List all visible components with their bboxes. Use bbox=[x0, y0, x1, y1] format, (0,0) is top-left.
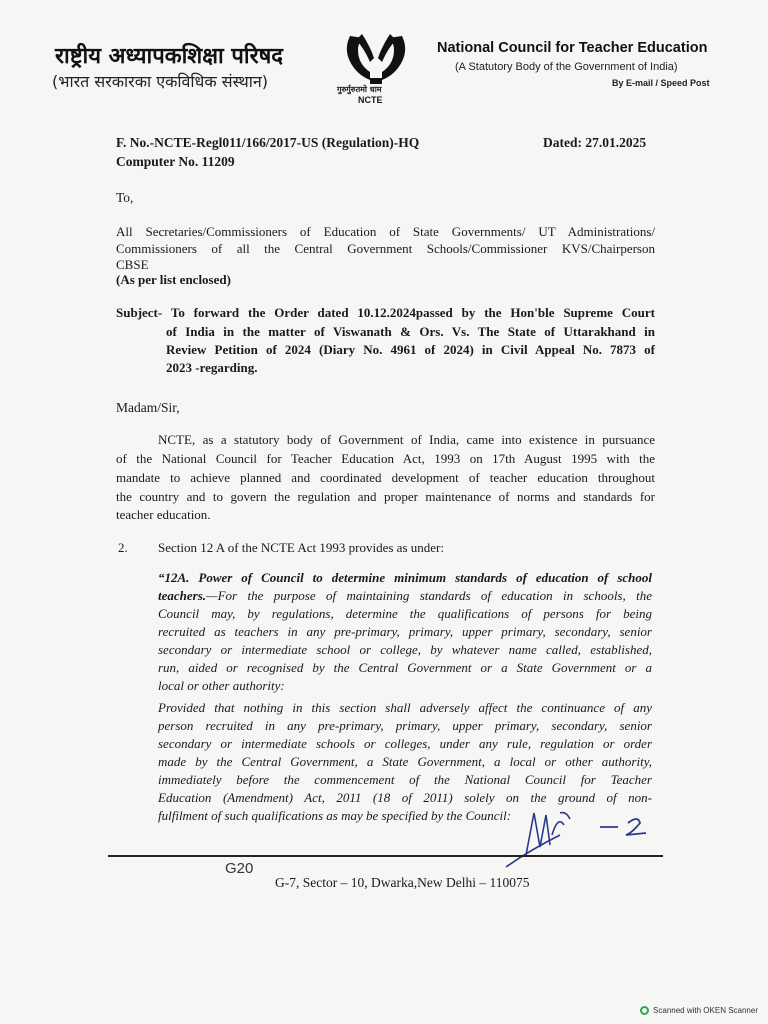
logo-motto: गुरुर्गुरुतमो धाम bbox=[337, 85, 382, 94]
subject-line: of India in the matter of Viswanath & Ors. Vs. The State of Uttarakhand in bbox=[166, 324, 655, 339]
quote-heading: “12A. Power of Council to determine minimum standards of education of school bbox=[158, 570, 652, 585]
paragraph-line: Section 12 A of the NCTE Act 1993 provides as under: bbox=[158, 540, 444, 555]
quote-line: run, aided or recognised by the Central Government or a State Government or a bbox=[158, 660, 652, 675]
quote-line: secondary or intermediate school or college, by whatever name called, established, bbox=[158, 642, 652, 657]
g20-logo: G20 bbox=[225, 860, 254, 877]
letter-date: Dated: 27.01.2025 bbox=[543, 135, 647, 150]
addressee-line: CBSE bbox=[116, 257, 149, 272]
addressee-note: (As per list enclosed) bbox=[116, 272, 231, 287]
subject-line: Review Petition of 2024 (Diary No. 4961 of 2024) in Civil Appeal No. 7873 of bbox=[166, 342, 655, 357]
quote-heading-end: teachers. bbox=[158, 588, 207, 603]
quote-line: Council may, by regulations, determine the qualifications of persons for being bbox=[158, 606, 652, 621]
proviso-line: Provided that nothing in this section shall adversely affect the continuance of any bbox=[158, 700, 652, 715]
footer-address: G-7, Sector – 10, Dwarka,New Delhi – 110075 bbox=[275, 875, 530, 890]
english-title: National Council for Teacher Education bbox=[437, 40, 708, 56]
salutation: Madam/Sir, bbox=[116, 400, 180, 415]
proviso-line: person recruited in any pre-primary, primary, upper primary, secondary, senior bbox=[158, 718, 652, 733]
proviso-line: secondary or intermediate schools or colleges, under any rule, regulation or order bbox=[158, 736, 652, 751]
footer-divider bbox=[108, 855, 663, 857]
quote-line bbox=[158, 588, 652, 604]
proviso-line: immediately before the commencement of the National Council for Teacher bbox=[158, 772, 652, 787]
paragraph-line: of the National Council for Teacher Education Act, 1993 on 17th August 1995 with the bbox=[116, 451, 655, 466]
paragraph-line: the country and to govern the regulation and proper maintenance of norms and standards for bbox=[116, 489, 655, 504]
addressee-line: Commissioners of all the Central Government Schools/Commissioner KVS/Chairperson bbox=[116, 241, 655, 256]
hindi-subtitle: (भारत सरकारका एकविधिक संस्थान) bbox=[52, 72, 268, 91]
logo-text: NCTE bbox=[358, 95, 383, 105]
subject-line: Subject- To forward the Order dated 10.12.2024passed by the Hon'ble Supreme Court bbox=[116, 305, 655, 320]
proviso-line: Education (Amendment) Act, 2011 (18 of 2011) solely on the ground of non- bbox=[158, 790, 652, 805]
quote-line: recruited as teachers in any pre-primary, primary, upper primary, secondary, senior bbox=[158, 624, 652, 639]
paragraph-number: 2. bbox=[118, 540, 128, 555]
paragraph-line: teacher education. bbox=[116, 507, 211, 522]
scanner-icon bbox=[640, 1006, 649, 1015]
english-subtitle: (A Statutory Body of the Government of India) bbox=[455, 61, 678, 73]
quote-line: local or other authority: bbox=[158, 678, 285, 693]
computer-number: Computer No. 11209 bbox=[116, 154, 235, 169]
hindi-title: राष्ट्रीय अध्यापकशिक्षा परिषद bbox=[55, 44, 283, 69]
to-label: To, bbox=[116, 190, 134, 205]
paragraph-line: NCTE, as a statutory body of Government of India, came into existence in pursuance bbox=[158, 432, 655, 447]
addressee-line: All Secretaries/Commissioners of Education of State Governments/ UT Administrations/ bbox=[116, 224, 655, 239]
file-number: F. No.-NCTE-Regl011/166/2017-US (Regulation)-HQ bbox=[116, 135, 420, 150]
proviso-line: fulfilment of such qualifications as may be specified by the Council: bbox=[158, 808, 512, 823]
subject-line: 2023 -regarding. bbox=[166, 360, 258, 375]
proviso-line: made by the Central Government, a State Government, a local or other authority, bbox=[158, 754, 652, 769]
delivery-mode: By E-mail / Speed Post bbox=[612, 78, 710, 88]
signature-icon bbox=[500, 805, 680, 875]
quote-text: —For the purpose of maintaining standards of education in schools, the bbox=[206, 588, 652, 603]
scanner-badge bbox=[640, 1006, 758, 1015]
scanner-text: Scanned with OKEN Scanner bbox=[653, 1006, 758, 1015]
paragraph-line: mandate to achieve planned and coordinated development of teacher education throughout bbox=[116, 470, 655, 485]
